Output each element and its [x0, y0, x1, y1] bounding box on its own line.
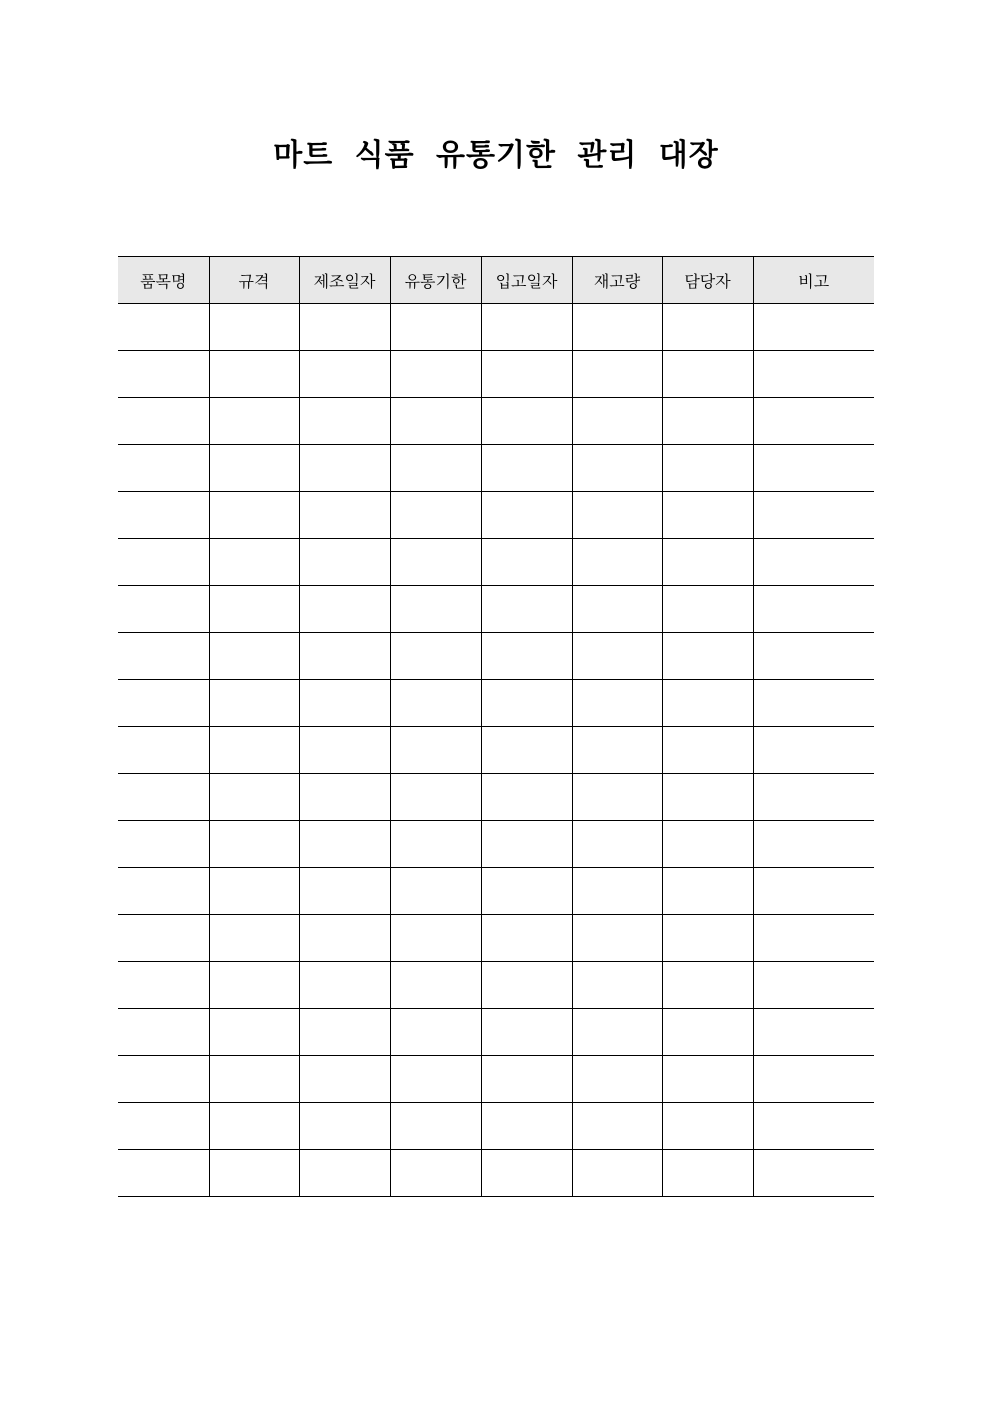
cell-manufacture-date[interactable]: [299, 821, 390, 868]
cell-item-name[interactable]: [118, 351, 209, 398]
table-row: [118, 1056, 874, 1103]
cell-item-name[interactable]: [118, 586, 209, 633]
cell-notes[interactable]: [753, 1150, 874, 1197]
cell-manager[interactable]: [662, 351, 753, 398]
cell-manufacture-date[interactable]: [299, 915, 390, 962]
cell-manager[interactable]: [662, 304, 753, 351]
cell-received-date[interactable]: [481, 727, 572, 774]
cell-spec[interactable]: [209, 727, 299, 774]
table-row: [118, 821, 874, 868]
table-row: [118, 539, 874, 586]
table-row: [118, 304, 874, 351]
cell-manufacture-date[interactable]: [299, 868, 390, 915]
cell-manager[interactable]: [662, 492, 753, 539]
table-row: [118, 727, 874, 774]
cell-expiry-date[interactable]: [390, 727, 481, 774]
cell-spec[interactable]: [209, 774, 299, 821]
cell-manufacture-date[interactable]: [299, 539, 390, 586]
cell-manufacture-date[interactable]: [299, 351, 390, 398]
cell-manufacture-date[interactable]: [299, 1056, 390, 1103]
cell-stock[interactable]: [572, 398, 662, 445]
cell-expiry-date[interactable]: [390, 915, 481, 962]
cell-expiry-date[interactable]: [390, 1009, 481, 1056]
cell-received-date[interactable]: [481, 398, 572, 445]
cell-item-name[interactable]: [118, 492, 209, 539]
cell-received-date[interactable]: [481, 915, 572, 962]
cell-item-name[interactable]: [118, 304, 209, 351]
cell-item-name[interactable]: [118, 633, 209, 680]
cell-expiry-date[interactable]: [390, 868, 481, 915]
cell-received-date[interactable]: [481, 1103, 572, 1150]
table-row: [118, 962, 874, 1009]
cell-notes[interactable]: [753, 1009, 874, 1056]
cell-notes[interactable]: [753, 915, 874, 962]
cell-stock[interactable]: [572, 1103, 662, 1150]
table-row: [118, 351, 874, 398]
column-header-item-name: 품목명: [118, 257, 209, 304]
cell-spec[interactable]: [209, 1056, 299, 1103]
cell-received-date[interactable]: [481, 445, 572, 492]
cell-manager[interactable]: [662, 915, 753, 962]
cell-notes[interactable]: [753, 774, 874, 821]
cell-manager[interactable]: [662, 774, 753, 821]
cell-spec[interactable]: [209, 492, 299, 539]
cell-manufacture-date[interactable]: [299, 1009, 390, 1056]
cell-received-date[interactable]: [481, 821, 572, 868]
cell-notes[interactable]: [753, 304, 874, 351]
table-row: [118, 586, 874, 633]
ledger-body: [118, 304, 874, 1197]
cell-stock[interactable]: [572, 492, 662, 539]
cell-spec[interactable]: [209, 539, 299, 586]
cell-item-name[interactable]: [118, 398, 209, 445]
cell-spec[interactable]: [209, 1009, 299, 1056]
cell-notes[interactable]: [753, 727, 874, 774]
cell-received-date[interactable]: [481, 680, 572, 727]
cell-notes[interactable]: [753, 586, 874, 633]
cell-spec[interactable]: [209, 586, 299, 633]
cell-received-date[interactable]: [481, 492, 572, 539]
column-header-stock: 재고량: [572, 257, 662, 304]
table-row: [118, 1150, 874, 1197]
cell-expiry-date[interactable]: [390, 539, 481, 586]
cell-stock[interactable]: [572, 915, 662, 962]
cell-spec[interactable]: [209, 1150, 299, 1197]
cell-manufacture-date[interactable]: [299, 1103, 390, 1150]
cell-received-date[interactable]: [481, 774, 572, 821]
cell-item-name[interactable]: [118, 539, 209, 586]
cell-stock[interactable]: [572, 727, 662, 774]
cell-manager[interactable]: [662, 445, 753, 492]
cell-spec[interactable]: [209, 915, 299, 962]
cell-stock[interactable]: [572, 868, 662, 915]
cell-manufacture-date[interactable]: [299, 445, 390, 492]
cell-manufacture-date[interactable]: [299, 680, 390, 727]
cell-manager[interactable]: [662, 821, 753, 868]
cell-spec[interactable]: [209, 398, 299, 445]
cell-item-name[interactable]: [118, 1009, 209, 1056]
cell-item-name[interactable]: [118, 774, 209, 821]
cell-manager[interactable]: [662, 1103, 753, 1150]
cell-expiry-date[interactable]: [390, 774, 481, 821]
cell-received-date[interactable]: [481, 1150, 572, 1197]
cell-manufacture-date[interactable]: [299, 492, 390, 539]
cell-expiry-date[interactable]: [390, 1056, 481, 1103]
cell-item-name[interactable]: [118, 445, 209, 492]
cell-expiry-date[interactable]: [390, 445, 481, 492]
cell-stock[interactable]: [572, 539, 662, 586]
cell-spec[interactable]: [209, 680, 299, 727]
cell-item-name[interactable]: [118, 1103, 209, 1150]
cell-received-date[interactable]: [481, 868, 572, 915]
cell-manager[interactable]: [662, 868, 753, 915]
table-row: [118, 445, 874, 492]
cell-item-name[interactable]: [118, 727, 209, 774]
cell-stock[interactable]: [572, 821, 662, 868]
cell-item-name[interactable]: [118, 962, 209, 1009]
table-row: [118, 774, 874, 821]
cell-received-date[interactable]: [481, 1009, 572, 1056]
cell-received-date[interactable]: [481, 962, 572, 1009]
cell-expiry-date[interactable]: [390, 351, 481, 398]
cell-notes[interactable]: [753, 351, 874, 398]
cell-expiry-date[interactable]: [390, 398, 481, 445]
column-header-manufacture-date: 제조일자: [299, 257, 390, 304]
column-header-expiry-date: 유통기한: [390, 257, 481, 304]
cell-item-name[interactable]: [118, 1056, 209, 1103]
cell-manager[interactable]: [662, 586, 753, 633]
table-row: [118, 492, 874, 539]
cell-expiry-date[interactable]: [390, 680, 481, 727]
cell-spec[interactable]: [209, 445, 299, 492]
cell-stock[interactable]: [572, 304, 662, 351]
cell-manager[interactable]: [662, 680, 753, 727]
table-row: [118, 680, 874, 727]
column-header-received-date: 입고일자: [481, 257, 572, 304]
cell-notes[interactable]: [753, 1103, 874, 1150]
cell-expiry-date[interactable]: [390, 1103, 481, 1150]
cell-notes[interactable]: [753, 821, 874, 868]
cell-stock[interactable]: [572, 633, 662, 680]
cell-manufacture-date[interactable]: [299, 774, 390, 821]
cell-manufacture-date[interactable]: [299, 962, 390, 1009]
cell-spec[interactable]: [209, 821, 299, 868]
cell-stock[interactable]: [572, 680, 662, 727]
cell-manager[interactable]: [662, 539, 753, 586]
cell-notes[interactable]: [753, 633, 874, 680]
cell-spec[interactable]: [209, 868, 299, 915]
cell-notes[interactable]: [753, 492, 874, 539]
cell-item-name[interactable]: [118, 1150, 209, 1197]
cell-manager[interactable]: [662, 398, 753, 445]
cell-item-name[interactable]: [118, 915, 209, 962]
cell-item-name[interactable]: [118, 868, 209, 915]
cell-notes[interactable]: [753, 680, 874, 727]
column-header-manager: 담당자: [662, 257, 753, 304]
cell-spec[interactable]: [209, 1103, 299, 1150]
cell-manufacture-date[interactable]: [299, 633, 390, 680]
cell-manager[interactable]: [662, 962, 753, 1009]
table-row: [118, 1103, 874, 1150]
table-row: [118, 868, 874, 915]
cell-expiry-date[interactable]: [390, 586, 481, 633]
cell-manufacture-date[interactable]: [299, 586, 390, 633]
column-header-spec: 규격: [209, 257, 299, 304]
cell-received-date[interactable]: [481, 539, 572, 586]
cell-expiry-date[interactable]: [390, 304, 481, 351]
cell-stock[interactable]: [572, 1056, 662, 1103]
cell-received-date[interactable]: [481, 1056, 572, 1103]
table-row: [118, 1009, 874, 1056]
cell-spec[interactable]: [209, 962, 299, 1009]
cell-notes[interactable]: [753, 1056, 874, 1103]
cell-received-date[interactable]: [481, 351, 572, 398]
cell-stock[interactable]: [572, 1009, 662, 1056]
cell-manager[interactable]: [662, 1056, 753, 1103]
cell-manufacture-date[interactable]: [299, 727, 390, 774]
cell-expiry-date[interactable]: [390, 962, 481, 1009]
cell-spec[interactable]: [209, 633, 299, 680]
cell-stock[interactable]: [572, 586, 662, 633]
cell-notes[interactable]: [753, 445, 874, 492]
cell-stock[interactable]: [572, 774, 662, 821]
table-row: [118, 633, 874, 680]
cell-manufacture-date[interactable]: [299, 1150, 390, 1197]
cell-manager[interactable]: [662, 1150, 753, 1197]
cell-manager[interactable]: [662, 633, 753, 680]
cell-stock[interactable]: [572, 445, 662, 492]
cell-stock[interactable]: [572, 1150, 662, 1197]
cell-expiry-date[interactable]: [390, 1150, 481, 1197]
cell-received-date[interactable]: [481, 586, 572, 633]
cell-item-name[interactable]: [118, 821, 209, 868]
expiry-ledger-table: [118, 256, 874, 1197]
cell-manufacture-date[interactable]: [299, 304, 390, 351]
cell-expiry-date[interactable]: [390, 821, 481, 868]
cell-spec[interactable]: [209, 351, 299, 398]
cell-notes[interactable]: [753, 398, 874, 445]
cell-item-name[interactable]: [118, 680, 209, 727]
column-header-notes: 비고: [753, 257, 874, 304]
cell-manager[interactable]: [662, 727, 753, 774]
table-row: [118, 915, 874, 962]
cell-spec[interactable]: [209, 304, 299, 351]
page-title: 마트 식품 유통기한 관리 대장: [273, 138, 719, 173]
cell-notes[interactable]: [753, 868, 874, 915]
cell-stock[interactable]: [572, 351, 662, 398]
cell-received-date[interactable]: [481, 633, 572, 680]
cell-stock[interactable]: [572, 962, 662, 1009]
cell-manager[interactable]: [662, 1009, 753, 1056]
header-row: [118, 257, 874, 304]
cell-notes[interactable]: [753, 539, 874, 586]
cell-notes[interactable]: [753, 962, 874, 1009]
cell-received-date[interactable]: [481, 304, 572, 351]
cell-expiry-date[interactable]: [390, 492, 481, 539]
table-row: [118, 398, 874, 445]
cell-expiry-date[interactable]: [390, 633, 481, 680]
cell-manufacture-date[interactable]: [299, 398, 390, 445]
